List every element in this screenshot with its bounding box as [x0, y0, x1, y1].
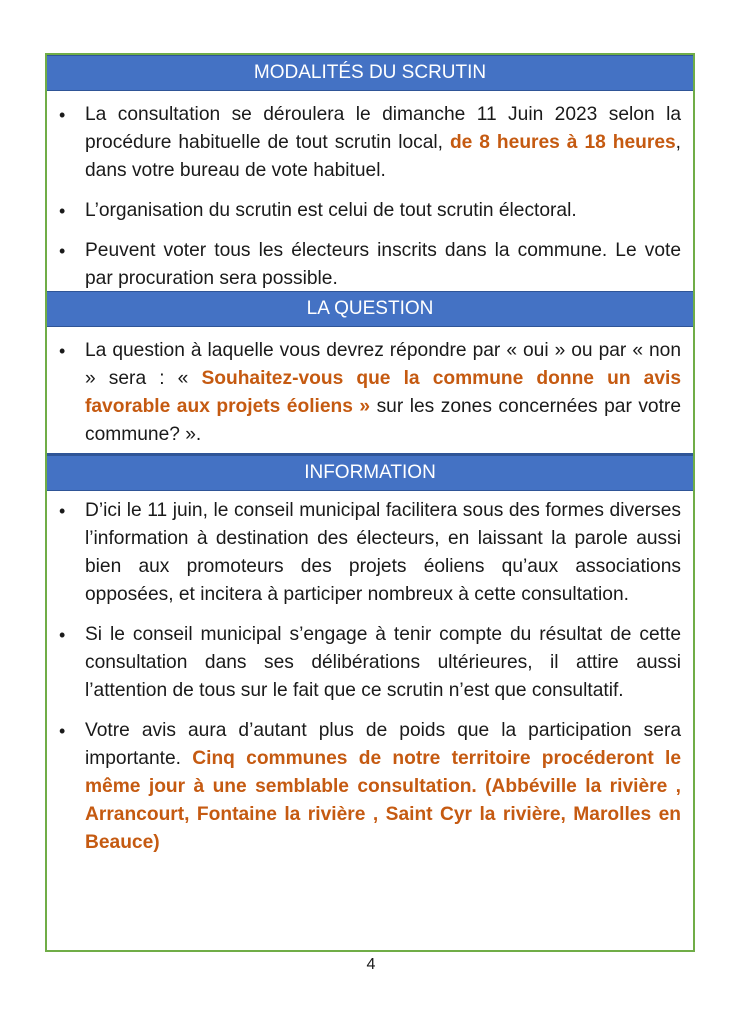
modalites-bullet-1-text-end: , dans votre bureau de vote habituel. [85, 132, 682, 181]
question-list [47, 337, 693, 461]
information-bullet-3-highlight: Cinq communes de notre territoire procéderont le même jour à une semblable consultation. (Abbéville la rivière , Arrancourt, Fontaine la rivière , Saint Cyr la rivière, Marolles en Beauce) [85, 748, 681, 853]
modalites-bullet-2 [47, 197, 693, 225]
modalites-bullet-1-highlight: de 8 heures à 18 heures [449, 132, 676, 153]
question-bullet-1-text-end: sur les zones concernées par votre commune? ». [85, 396, 681, 445]
information-bullet-1 [47, 497, 693, 609]
section-header-question [47, 291, 693, 327]
section-title-modalites: MODALITÉS DU SCRUTIN [253, 62, 487, 83]
question-bullet-1-highlight: Souhaitez-vous que la commune donne un avis favorable aux projets éoliens » [85, 368, 681, 417]
information-bullet-2-text: Si le conseil municipal s’engage à tenir compte du résultat de cette consultation dans ses délibérations ultérieures, il attire aussi l’attention de tous sur le fait que ce scrutin n’est que consultatif. [85, 624, 681, 701]
modalites-bullet-3-text: Peuvent voter tous les électeurs inscrits dans la commune. Le vote par procuration sera possible. [85, 240, 681, 289]
modalites-bullet-2-text: L’organisation du scrutin est celui de tout scrutin électoral. [85, 200, 577, 221]
modalites-list [47, 101, 693, 305]
information-list [47, 497, 693, 869]
information-bullet-2 [47, 621, 693, 705]
question-bullet-1 [47, 337, 693, 449]
content-frame [45, 53, 695, 952]
section-header-modalites [47, 55, 693, 91]
page-number: 4 [366, 956, 376, 973]
information-bullet-1-text: D’ici le 11 juin, le conseil municipal facilitera sous des formes diverses l’information à destination des électeurs, en laissant la parole aussi bien aux promoteurs des projets éoliens qu’aux associations opposées, et incitera à participer nombreux à cette consultation. [85, 500, 681, 605]
section-header-information [47, 455, 693, 491]
section-title-information: INFORMATION [304, 462, 436, 483]
question-bullet-1-text: La question à laquelle vous devrez répondre par « oui » ou par « non » sera : « [85, 340, 681, 389]
section-title-question: LA QUESTION [306, 298, 434, 319]
modalites-bullet-1-text: La consultation se déroulera le dimanche 11 Juin 2023 selon la procédure habituelle de tout scrutin local, [85, 104, 681, 153]
information-bullet-3 [47, 717, 693, 857]
information-bullet-3-text: Votre avis aura d’autant plus de poids que la participation sera importante. [85, 720, 681, 769]
modalites-bullet-3 [47, 237, 693, 293]
modalites-bullet-1 [47, 101, 693, 185]
